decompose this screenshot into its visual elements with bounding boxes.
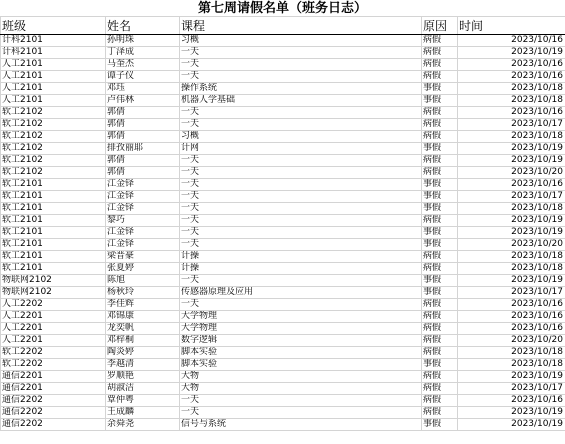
time-cell[interactable]: 2023/10/16: [458, 299, 565, 311]
name-cell[interactable]: 排孜丽耶: [106, 143, 180, 155]
class-cell[interactable]: 人工2101: [1, 83, 106, 95]
time-cell[interactable]: 2023/10/19: [458, 407, 565, 419]
course-cell[interactable]: 一天: [180, 239, 422, 251]
header-name[interactable]: 姓名: [106, 17, 180, 35]
name-cell[interactable]: 邓锦康: [106, 311, 180, 323]
course-cell[interactable]: 一天: [180, 275, 422, 287]
reason-cell[interactable]: 病假: [422, 323, 458, 335]
time-cell[interactable]: 2023/10/20: [458, 239, 565, 251]
course-cell[interactable]: 一天: [180, 59, 422, 71]
reason-cell[interactable]: 病假: [422, 119, 458, 131]
name-cell[interactable]: 陶炎婷: [106, 347, 180, 359]
reason-cell[interactable]: 病假: [422, 311, 458, 323]
course-cell[interactable]: 大物: [180, 383, 422, 395]
time-cell[interactable]: 2023/10/18: [458, 95, 565, 107]
table-row: [1, 215, 565, 227]
table-row: [1, 167, 565, 179]
class-cell[interactable]: 软工2101: [1, 191, 106, 203]
table-row: [1, 71, 565, 83]
name-cell[interactable]: 卢伟林: [106, 95, 180, 107]
table-row: [1, 287, 565, 299]
course-cell[interactable]: 习概: [180, 131, 422, 143]
class-cell[interactable]: 软工2101: [1, 239, 106, 251]
reason-cell[interactable]: 事假: [422, 287, 458, 299]
class-cell[interactable]: 人工2202: [1, 299, 106, 311]
name-cell[interactable]: 邓梓桐: [106, 335, 180, 347]
class-cell[interactable]: 软工2101: [1, 179, 106, 191]
name-cell[interactable]: 郭倩: [106, 167, 180, 179]
table-row: [1, 347, 565, 359]
table-row: [1, 323, 565, 335]
reason-cell[interactable]: 事假: [422, 143, 458, 155]
class-cell[interactable]: 软工2202: [1, 359, 106, 371]
table-row: [1, 155, 565, 167]
sheet-title: 第七周请假名单（班务日志）: [197, 1, 367, 16]
time-cell[interactable]: 2023/10/16: [458, 107, 565, 119]
reason-cell[interactable]: 病假: [422, 299, 458, 311]
leave-table: [0, 16, 565, 431]
name-cell[interactable]: 江金铎: [106, 191, 180, 203]
table-row: [1, 383, 565, 395]
class-cell[interactable]: 软工2102: [1, 155, 106, 167]
time-cell[interactable]: 2023/10/19: [458, 371, 565, 383]
class-cell[interactable]: 人工2201: [1, 323, 106, 335]
time-cell[interactable]: 2023/10/18: [458, 83, 565, 95]
time-cell[interactable]: 2023/10/19: [458, 47, 565, 59]
name-cell[interactable]: 邓珏: [106, 83, 180, 95]
time-cell[interactable]: 2023/10/17: [458, 119, 565, 131]
table-row: [1, 239, 565, 251]
class-cell[interactable]: 软工2102: [1, 119, 106, 131]
name-cell[interactable]: 龙奕帆: [106, 323, 180, 335]
course-cell[interactable]: 大学物理: [180, 311, 422, 323]
reason-cell[interactable]: 事假: [422, 179, 458, 191]
class-cell[interactable]: 软工2101: [1, 251, 106, 263]
class-cell[interactable]: 软工2101: [1, 203, 106, 215]
name-cell[interactable]: 黎巧: [106, 215, 180, 227]
time-cell[interactable]: 2023/10/17: [458, 191, 565, 203]
reason-cell[interactable]: 事假: [422, 191, 458, 203]
reason-cell[interactable]: 病假: [422, 167, 458, 179]
table-row: [1, 227, 565, 239]
table-row: [1, 131, 565, 143]
name-cell[interactable]: 胡淑洁: [106, 383, 180, 395]
table-row: [1, 107, 565, 119]
class-cell[interactable]: 软工2101: [1, 227, 106, 239]
reason-cell[interactable]: 事假: [422, 83, 458, 95]
table-row: [1, 395, 565, 407]
table-row: [1, 335, 565, 347]
time-cell[interactable]: 2023/10/19: [458, 155, 565, 167]
reason-cell[interactable]: 病假: [422, 395, 458, 407]
time-cell[interactable]: 2023/10/17: [458, 287, 565, 299]
name-cell[interactable]: 余舜尧: [106, 419, 180, 431]
course-cell[interactable]: 计网: [180, 143, 422, 155]
class-cell[interactable]: 软工2102: [1, 143, 106, 155]
class-cell[interactable]: 软工2102: [1, 167, 106, 179]
header-course[interactable]: 课程: [180, 17, 422, 35]
reason-cell[interactable]: 事假: [422, 95, 458, 107]
name-cell[interactable]: 李越清: [106, 359, 180, 371]
name-cell[interactable]: 张夏婷: [106, 263, 180, 275]
class-cell[interactable]: 通信2201: [1, 371, 106, 383]
reason-cell[interactable]: 病假: [422, 383, 458, 395]
course-cell[interactable]: 一天: [180, 227, 422, 239]
reason-cell[interactable]: 病假: [422, 263, 458, 275]
time-cell[interactable]: 2023/10/16: [458, 59, 565, 71]
table-row: [1, 311, 565, 323]
course-cell[interactable]: 一天: [180, 215, 422, 227]
class-cell[interactable]: 物联网2102: [1, 275, 106, 287]
name-cell[interactable]: 罗顺艳: [106, 371, 180, 383]
reason-cell[interactable]: 事假: [422, 203, 458, 215]
table-row: [1, 203, 565, 215]
course-cell[interactable]: 一天: [180, 155, 422, 167]
course-cell[interactable]: 一天: [180, 71, 422, 83]
class-cell[interactable]: 通信2202: [1, 395, 106, 407]
class-cell[interactable]: 人工2101: [1, 95, 106, 107]
reason-cell[interactable]: 病假: [422, 47, 458, 59]
name-cell[interactable]: 江金铎: [106, 239, 180, 251]
course-cell[interactable]: 计操: [180, 251, 422, 263]
class-cell[interactable]: 通信2202: [1, 407, 106, 419]
course-cell[interactable]: 计操: [180, 263, 422, 275]
time-cell[interactable]: 2023/10/16: [458, 311, 565, 323]
reason-cell[interactable]: 病假: [422, 251, 458, 263]
course-cell[interactable]: 操作系统: [180, 83, 422, 95]
table-row: [1, 83, 565, 95]
name-cell[interactable]: 江金铎: [106, 203, 180, 215]
time-cell[interactable]: 2023/10/16: [458, 323, 565, 335]
course-cell[interactable]: 一天: [180, 167, 422, 179]
class-cell[interactable]: 人工2201: [1, 335, 106, 347]
reason-cell[interactable]: 事假: [422, 227, 458, 239]
course-cell[interactable]: 一天: [180, 191, 422, 203]
time-cell[interactable]: 2023/10/19: [458, 227, 565, 239]
course-cell[interactable]: 一天: [180, 179, 422, 191]
time-cell[interactable]: 2023/10/19: [458, 143, 565, 155]
name-cell[interactable]: 覃仲粤: [106, 395, 180, 407]
table-row: [1, 251, 565, 263]
table-row: [1, 263, 565, 275]
table-row: [1, 95, 565, 107]
reason-cell[interactable]: 病假: [422, 215, 458, 227]
course-cell[interactable]: 一天: [180, 395, 422, 407]
class-cell[interactable]: 软工2102: [1, 131, 106, 143]
reason-cell[interactable]: 病假: [422, 59, 458, 71]
class-cell[interactable]: 软工2101: [1, 263, 106, 275]
name-cell[interactable]: 江金铎: [106, 227, 180, 239]
name-cell[interactable]: 马奎杰: [106, 59, 180, 71]
time-cell[interactable]: 2023/10/16: [458, 71, 565, 83]
name-cell[interactable]: 陈旭: [106, 275, 180, 287]
table-row: [1, 47, 565, 59]
time-cell[interactable]: 2023/10/18: [458, 131, 565, 143]
time-cell[interactable]: 2023/10/19: [458, 275, 565, 287]
time-cell[interactable]: 2023/10/16: [458, 35, 565, 47]
course-cell[interactable]: 一天: [180, 299, 422, 311]
header-class[interactable]: 班级: [1, 17, 106, 35]
reason-cell[interactable]: 病假: [422, 347, 458, 359]
course-cell[interactable]: 一天: [180, 119, 422, 131]
course-cell[interactable]: 大物: [180, 371, 422, 383]
course-cell[interactable]: 脚本实验: [180, 347, 422, 359]
name-cell[interactable]: 李佳辉: [106, 299, 180, 311]
table-row: [1, 407, 565, 419]
class-cell[interactable]: 计科2101: [1, 47, 106, 59]
table-row: [1, 275, 565, 287]
name-cell[interactable]: 郭倩: [106, 155, 180, 167]
course-cell[interactable]: 一天: [180, 107, 422, 119]
header-row: [1, 17, 565, 35]
name-cell[interactable]: 郭倩: [106, 107, 180, 119]
time-cell[interactable]: 2023/10/16: [458, 395, 565, 407]
class-cell[interactable]: 物联网2102: [1, 287, 106, 299]
table-row: [1, 299, 565, 311]
course-cell[interactable]: 脚本实验: [180, 359, 422, 371]
header-time[interactable]: 时间: [458, 17, 565, 35]
class-cell[interactable]: 人工2201: [1, 311, 106, 323]
reason-cell[interactable]: 病假: [422, 35, 458, 47]
table-row: [1, 143, 565, 155]
table-row: [1, 359, 565, 371]
header-reason[interactable]: 原因: [422, 17, 458, 35]
reason-cell[interactable]: 病假: [422, 71, 458, 83]
time-cell[interactable]: 2023/10/18: [458, 251, 565, 263]
class-cell[interactable]: 通信2201: [1, 383, 106, 395]
course-cell[interactable]: 机器人学基础: [180, 95, 422, 107]
reason-cell[interactable]: 病假: [422, 371, 458, 383]
table-row: [1, 371, 565, 383]
course-cell[interactable]: 一天: [180, 407, 422, 419]
course-cell[interactable]: 信号与系统: [180, 419, 422, 431]
table-row: [1, 191, 565, 203]
class-cell[interactable]: 通信2202: [1, 419, 106, 431]
time-cell[interactable]: 2023/10/18: [458, 359, 565, 371]
class-cell[interactable]: 人工2101: [1, 59, 106, 71]
time-cell[interactable]: 2023/10/20: [458, 335, 565, 347]
table-row: [1, 59, 565, 71]
course-cell[interactable]: 习概: [180, 35, 422, 47]
table-body: [1, 35, 565, 431]
time-cell[interactable]: 2023/10/19: [458, 419, 565, 431]
class-cell[interactable]: 计科2101: [1, 35, 106, 47]
reason-cell[interactable]: 病假: [422, 155, 458, 167]
name-cell[interactable]: 郭倩: [106, 119, 180, 131]
name-cell[interactable]: 江金铎: [106, 179, 180, 191]
name-cell[interactable]: 王成麟: [106, 407, 180, 419]
course-cell[interactable]: 一天: [180, 47, 422, 59]
time-cell[interactable]: 2023/10/20: [458, 167, 565, 179]
time-cell[interactable]: 2023/10/18: [458, 347, 565, 359]
reason-cell[interactable]: 病假: [422, 335, 458, 347]
class-cell[interactable]: 人工2101: [1, 71, 106, 83]
table-row: [1, 419, 565, 431]
time-cell[interactable]: 2023/10/17: [458, 383, 565, 395]
class-cell[interactable]: 软工2102: [1, 107, 106, 119]
table-row: [1, 35, 565, 47]
reason-cell[interactable]: 病假: [422, 131, 458, 143]
time-cell[interactable]: 2023/10/19: [458, 215, 565, 227]
time-cell[interactable]: 2023/10/18: [458, 263, 565, 275]
course-cell[interactable]: 传感器原理及应用: [180, 287, 422, 299]
time-cell[interactable]: 2023/10/18: [458, 203, 565, 215]
class-cell[interactable]: 软工2202: [1, 347, 106, 359]
table-row: [1, 179, 565, 191]
name-cell[interactable]: 谭子仪: [106, 71, 180, 83]
reason-cell[interactable]: 事假: [422, 419, 458, 431]
course-cell[interactable]: 大学物理: [180, 323, 422, 335]
time-cell[interactable]: 2023/10/16: [458, 179, 565, 191]
name-cell[interactable]: 梁晋豪: [106, 251, 180, 263]
reason-cell[interactable]: 事假: [422, 359, 458, 371]
name-cell[interactable]: 孙明珠: [106, 35, 180, 47]
course-cell[interactable]: 数字逻辑: [180, 335, 422, 347]
name-cell[interactable]: 丁泽成: [106, 47, 180, 59]
reason-cell[interactable]: 病假: [422, 107, 458, 119]
reason-cell[interactable]: 病假: [422, 407, 458, 419]
course-cell[interactable]: 一天: [180, 203, 422, 215]
reason-cell[interactable]: 事假: [422, 275, 458, 287]
table-row: [1, 119, 565, 131]
reason-cell[interactable]: 事假: [422, 239, 458, 251]
class-cell[interactable]: 软工2101: [1, 215, 106, 227]
name-cell[interactable]: 郭倩: [106, 131, 180, 143]
name-cell[interactable]: 杨秋玲: [106, 287, 180, 299]
